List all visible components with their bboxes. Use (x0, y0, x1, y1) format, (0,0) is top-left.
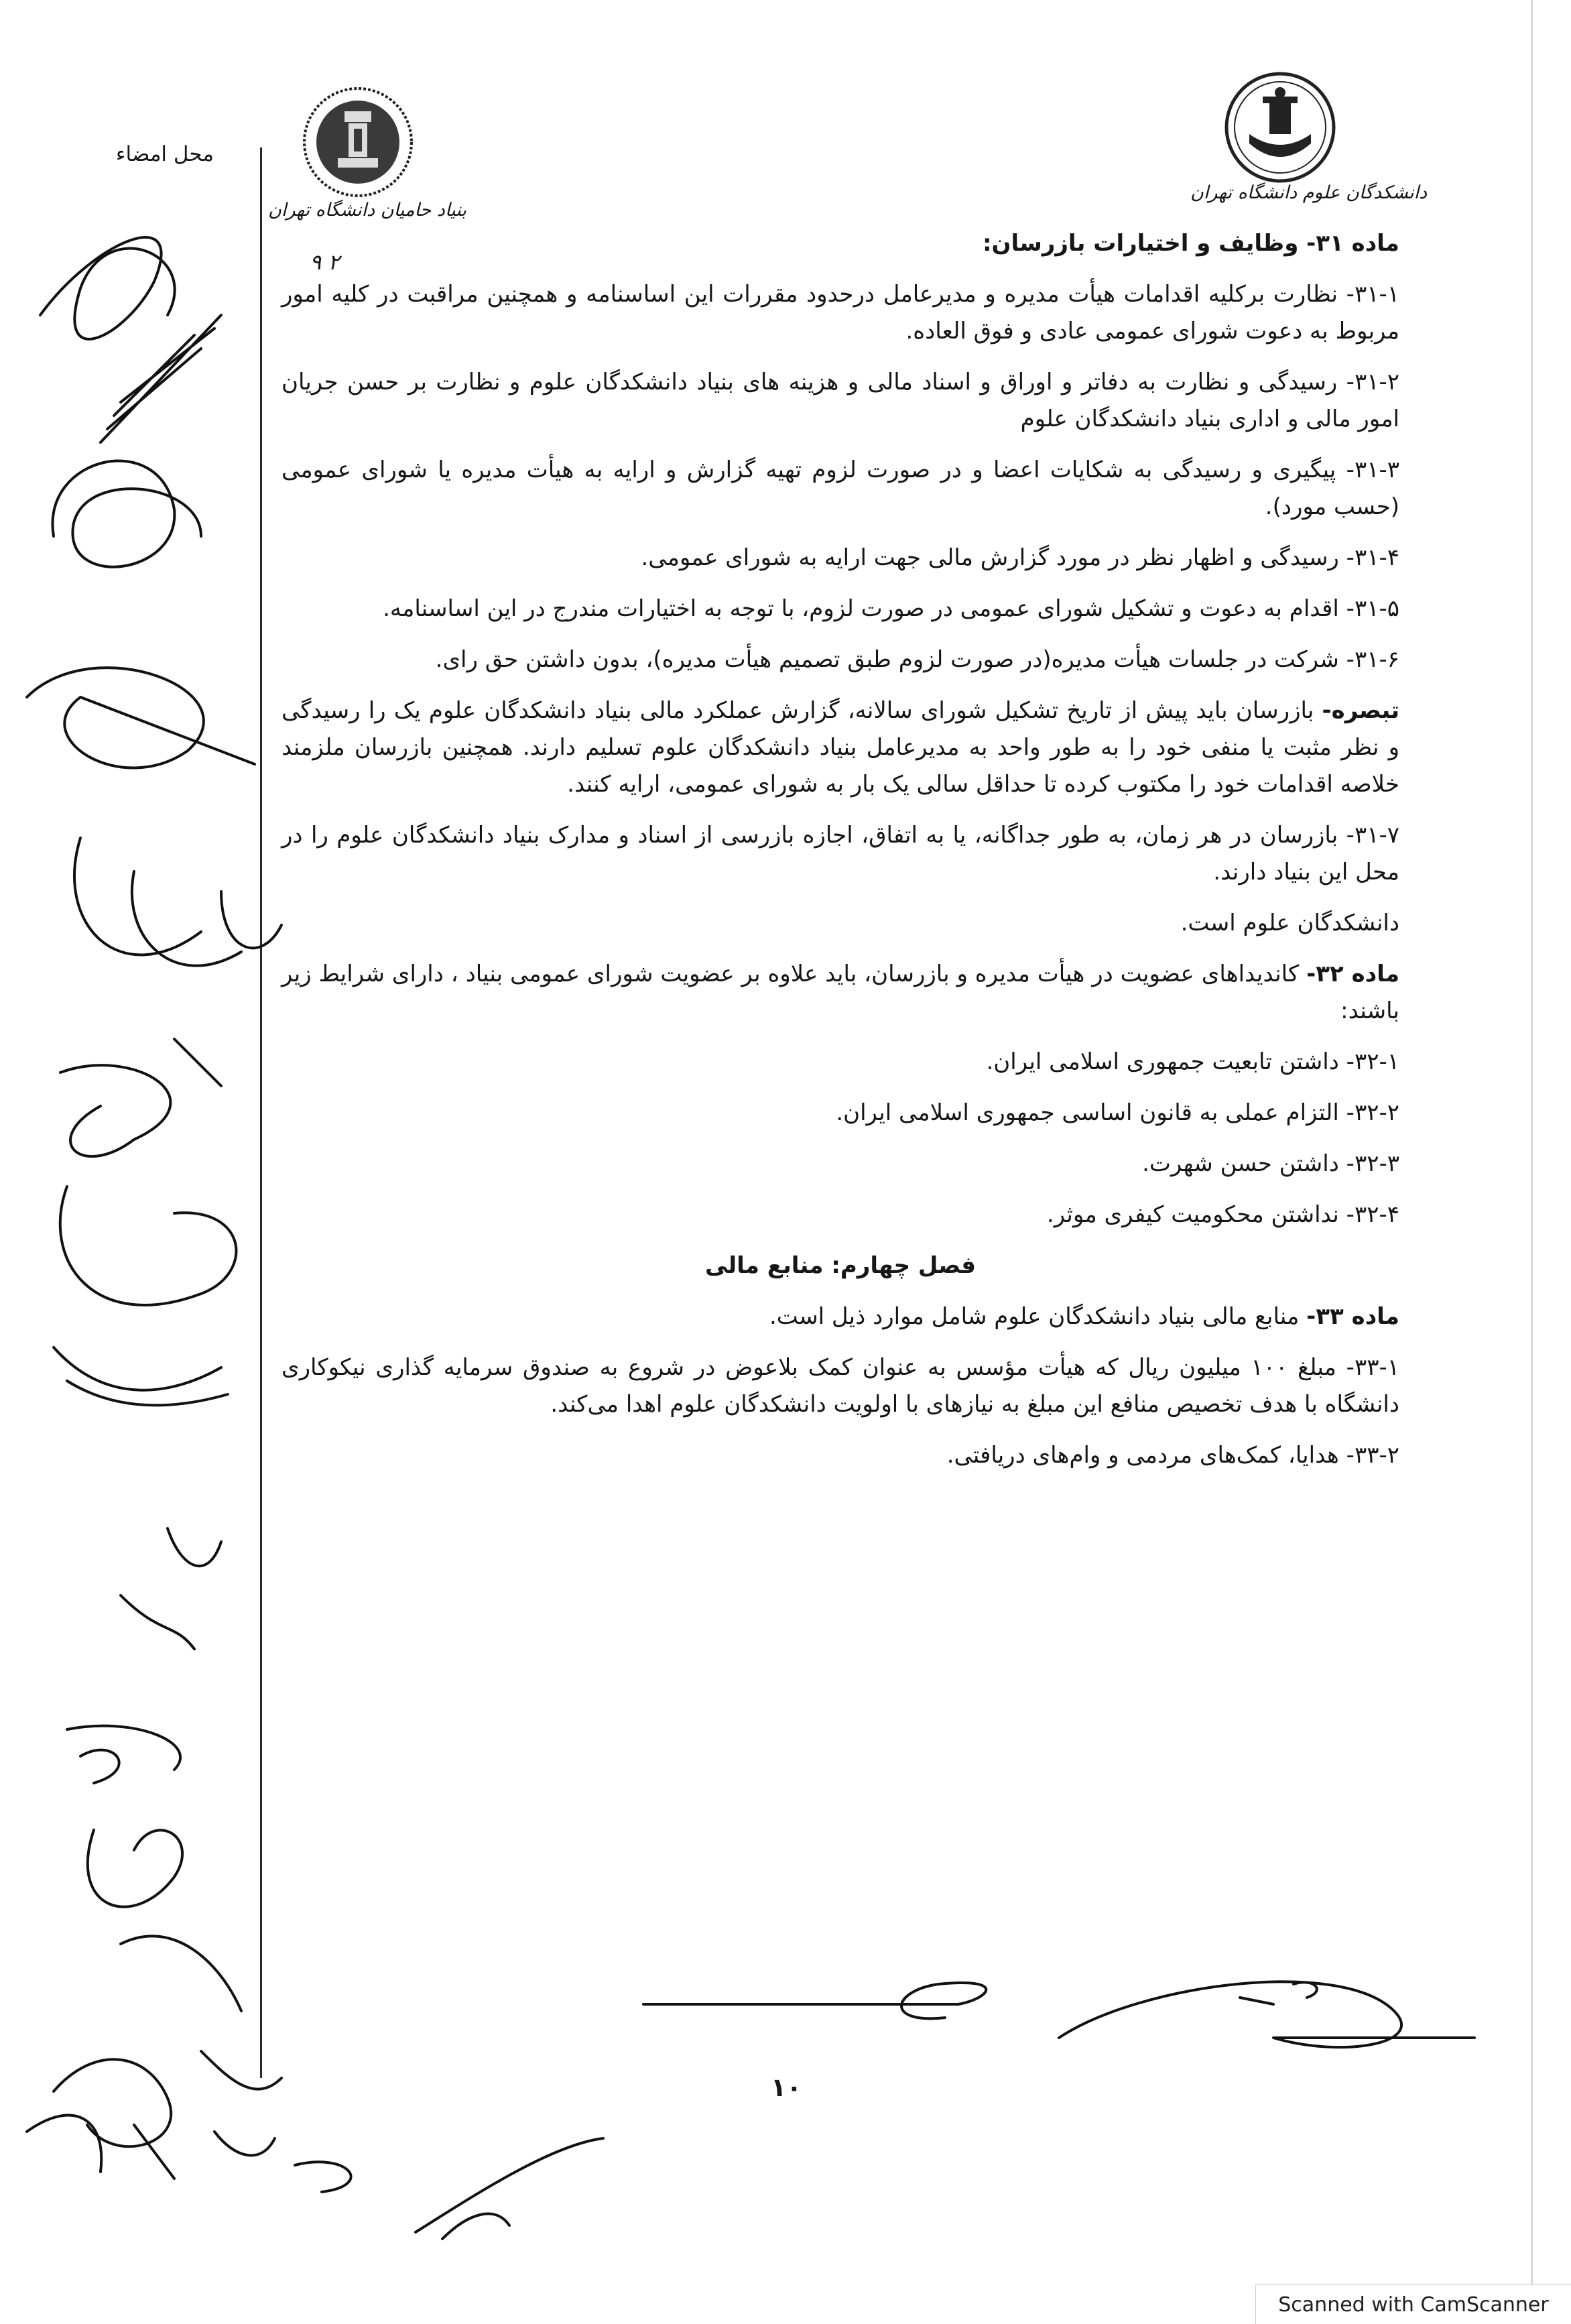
signature-5 (74, 838, 281, 966)
list-item: ۳۳-۱- مبلغ ۱۰۰ میلیون ریال که هیأت مؤسس به عنوان کمک بلاعوض در شروع به صندوق سرمایه گذاری نیکوکاری دانشگاه با هدف تخصیص منافع این مبلغ به نیازهای با اولویت دانشکدگان علوم اهدا می‌کند. (281, 1354, 1399, 1418)
article-32: ماده ۳۲- کاندیداهای عضویت در هیأت مدیره و بازرسان، باید علاوه بر عضویت شورای عمومی بنیاد ، دارای شرایط زیر باشند: (281, 961, 1399, 1024)
list-item: ۳۲-۱- داشتن تابعیت جمهوری اسلامی ایران. (986, 1048, 1399, 1075)
signature-1 (40, 237, 175, 339)
signature-14 (54, 2051, 281, 2146)
margin-divider (260, 147, 262, 2078)
signature-17 (416, 2138, 603, 2239)
foundation-seal-icon (300, 84, 416, 200)
article-31-title: ماده ۳۱- وظایف و اختیارات بازرسان: (982, 230, 1399, 257)
stray-line: دانشکدگان علوم است. (1180, 910, 1399, 936)
signature-11 (67, 1726, 180, 1783)
list-item: ۳۱-۱- نظارت برکلیه اقدامات هیأت مدیره و مدیرعامل درحدود مقررات این اساسنامه و همچنین مراقبت در کلیه امور مربوط به دعوت شورای عمومی عادی و فوق العاده. (281, 281, 1399, 345)
scanner-watermark: Scanned with CamScanner (1255, 2284, 1571, 2324)
signature-9 (168, 1528, 221, 1566)
page-number: ۱۰ (771, 2073, 802, 2102)
signature-16 (295, 2162, 351, 2192)
list-item: ۳۱-۶- شرکت در جلسات هیأت مدیره(در صورت لزوم طبق تصمیم هیأت مدیره)، بدون داشتن حق رای. (435, 646, 1399, 673)
list-item: ۳۱-۳- پیگیری و رسیدگی به شکایات اعضا و در صورت لزوم تهیه گزارش و ارایه به هیأت مدیره یا شورای عمومی (حسب مورد). (281, 456, 1399, 520)
right-edge-rule (1531, 0, 1533, 2324)
signature-19 (1059, 1981, 1474, 2047)
note-label: تبصره- (1322, 697, 1399, 724)
article-33: ماده ۳۳- منابع مالی بنیاد دانشکدگان علوم شامل موارد ذیل است. (769, 1303, 1399, 1330)
foundation-seal-caption: بنیاد حامیان دانشگاه تهران (268, 200, 466, 221)
document-body (281, 225, 1399, 1488)
signature-12 (88, 1830, 182, 1907)
signature-8 (54, 1347, 228, 1405)
signature-2 (101, 315, 221, 442)
signature-3 (52, 461, 201, 567)
chapter-heading: فصل چهارم: منابع مالی (704, 1252, 977, 1279)
signature-10 (121, 1595, 194, 1649)
list-item: ۳۱-۵- اقدام به دعوت و تشکیل شورای عمومی در صورت لزوم، با توجه به اختیارات مندرج در این اساسنامه. (383, 595, 1399, 622)
list-item: ۳۲-۴- نداشتن محکومیت کیفری موثر. (1046, 1201, 1399, 1228)
signature-area-label: محل امضاء (115, 142, 214, 166)
list-item: ۳۱-۴- رسیدگی و اظهار نظر در مورد گزارش مالی جهت ارایه به شورای عمومی. (641, 544, 1399, 571)
list-item: ۳۱-۲- رسیدگی و نظارت به دفاتر و اوراق و اسناد مالی و هزینه های بنیاد دانشکدگان علوم و نظارت بر حسن جریان امور مالی و اداری بنیاد دانشکدگان علوم (281, 369, 1399, 432)
list-item: ۳۲-۳- داشتن حسن شهرت. (1142, 1150, 1399, 1177)
list-item: ۳۲-۲- التزام عملی به قانون اساسی جمهوری اسلامی ایران. (836, 1099, 1399, 1126)
signature-4 (27, 668, 255, 768)
list-item: ۳۱-۷- بازرسان در هر زمان، به طور جداگانه، یا به اتفاق، اجازه بازرسی از اسناد و مدارک بنیاد دانشکدگان علوم را در محل این بنیاد دارند. (281, 822, 1399, 885)
list-item: ۳۳-۲- هدایا، کمک‌های مردمی و وام‌های دریافتی. (946, 1442, 1399, 1469)
signature-18 (643, 1983, 986, 2018)
university-seal-icon (1222, 70, 1338, 185)
signature-6 (60, 1039, 221, 1156)
handwritten-mark: ۲ ۹ (310, 249, 340, 275)
signature-13 (121, 1936, 241, 2011)
note-paragraph: تبصره- بازرسان باید پیش از تاریخ تشکیل شورای سالانه، گزارش عملکرد مالی بنیاد دانشکدگان علوم یک را رسیدگی و نظر مثبت یا منفی خود را به طور واحد به مدیرعامل بنیاد دانشکدگان علوم تسلیم دارند. همچنین بازرسان ملزمند خلاصه اقدامات خود را مکتوب کرده تا حداقل سالی یک بار به شورای عمومی، ارایه کنند. (281, 697, 1399, 798)
signature-7 (60, 1186, 237, 1305)
university-seal-caption: دانشکدگان علوم دانشگاه تهران (1190, 182, 1428, 203)
signature-15 (27, 2116, 275, 2179)
